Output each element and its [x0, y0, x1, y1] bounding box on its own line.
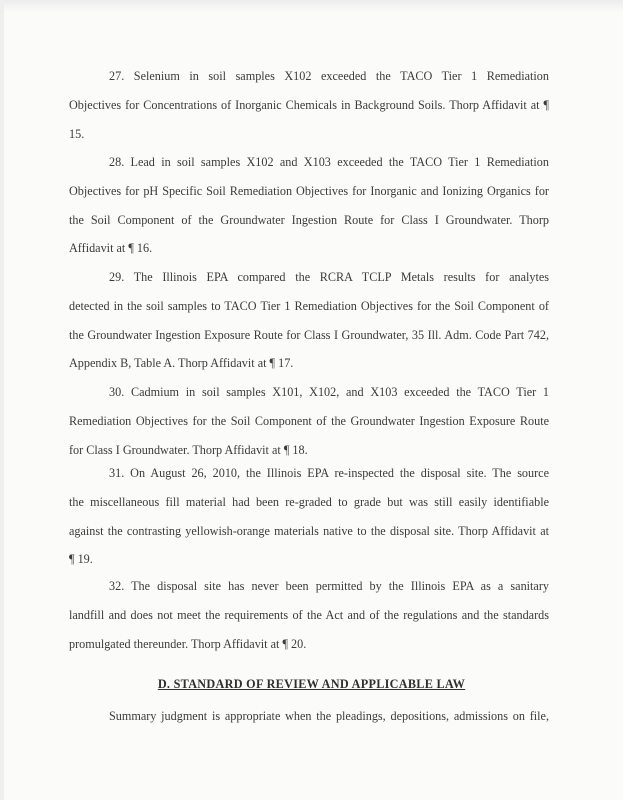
paragraph-line: 31. On August 26, 2010, the Illinois EPA re-inspected the disposal site. The source	[109, 466, 549, 480]
paragraph-line: Appendix B, Table A. Thorp Affidavit at ¶ 17.	[69, 356, 294, 371]
paragraph-27	[69, 62, 549, 148]
paragraph-line: 28. Lead in soil samples X102 and X103 exceeded the TACO Tier 1 Remediation	[109, 155, 549, 169]
paragraph-32	[69, 572, 549, 658]
paragraph-line: promulgated thereunder. Thorp Affidavit at ¶ 20.	[69, 636, 307, 651]
paragraph-28	[69, 148, 549, 263]
paragraph-line: Remediation Objectives for the Soil Component of the Groundwater Ingestion Exposure Route	[69, 413, 549, 428]
paragraph-line: Objectives for Concentrations of Inorganic Chemicals in Background Soils. Thorp Affidavit at ¶	[69, 97, 549, 112]
scan-top-edge	[0, 0, 623, 12]
paragraph-31	[69, 459, 549, 574]
paragraph-line: against the contrasting yellowish-orange materials native to the disposal site. Thorp Affidavit at	[69, 523, 549, 538]
paragraph-line: 15.	[69, 126, 85, 141]
paragraph-line: detected in the soil samples to TACO Tier 1 Remediation Objectives for the Soil Component of	[69, 298, 549, 313]
summary-judgment-paragraph	[69, 702, 549, 731]
paragraph-line: ¶ 19.	[69, 552, 93, 567]
paragraph-line: 27. Selenium in soil samples X102 exceeded the TACO Tier 1 Remediation	[109, 69, 549, 83]
paragraph-29	[69, 263, 549, 378]
paragraph-line: 32. The disposal site has never been permitted by the Illinois EPA as a sanitary	[109, 579, 549, 593]
paragraph-line: Affidavit at ¶ 16.	[69, 241, 153, 256]
paragraph-line: 29. The Illinois EPA compared the RCRA TCLP Metals results for analytes	[109, 270, 549, 284]
paragraph-30	[69, 378, 549, 464]
paragraph-line: 30. Cadmium in soil samples X101, X102, and X103 exceeded the TACO Tier 1	[109, 385, 549, 399]
paragraph-line: the Soil Component of the Groundwater Ingestion Route for Class I Groundwater. Thorp	[69, 212, 549, 227]
paragraph-line: Summary judgment is appropriate when the pleadings, depositions, admissions on file,	[109, 709, 549, 723]
paragraph-line: landfill and does not meet the requirements of the Act and of the regulations and the standards	[69, 607, 549, 622]
paragraph-line: Objectives for pH Specific Soil Remediation Objectives for Inorganic and Ionizing Organics for	[69, 183, 549, 198]
section-heading: D. STANDARD OF REVIEW AND APPLICABLE LAW	[157, 677, 466, 691]
paragraph-line: the miscellaneous fill material had been re-graded to grade but was still easily identifiable	[69, 494, 549, 509]
paragraph-line: the Groundwater Ingestion Exposure Route for Class I Groundwater, 35 Ill. Adm. Code Part 742,	[69, 327, 549, 342]
paragraph-line: for Class I Groundwater. Thorp Affidavit at ¶ 18.	[69, 442, 308, 457]
